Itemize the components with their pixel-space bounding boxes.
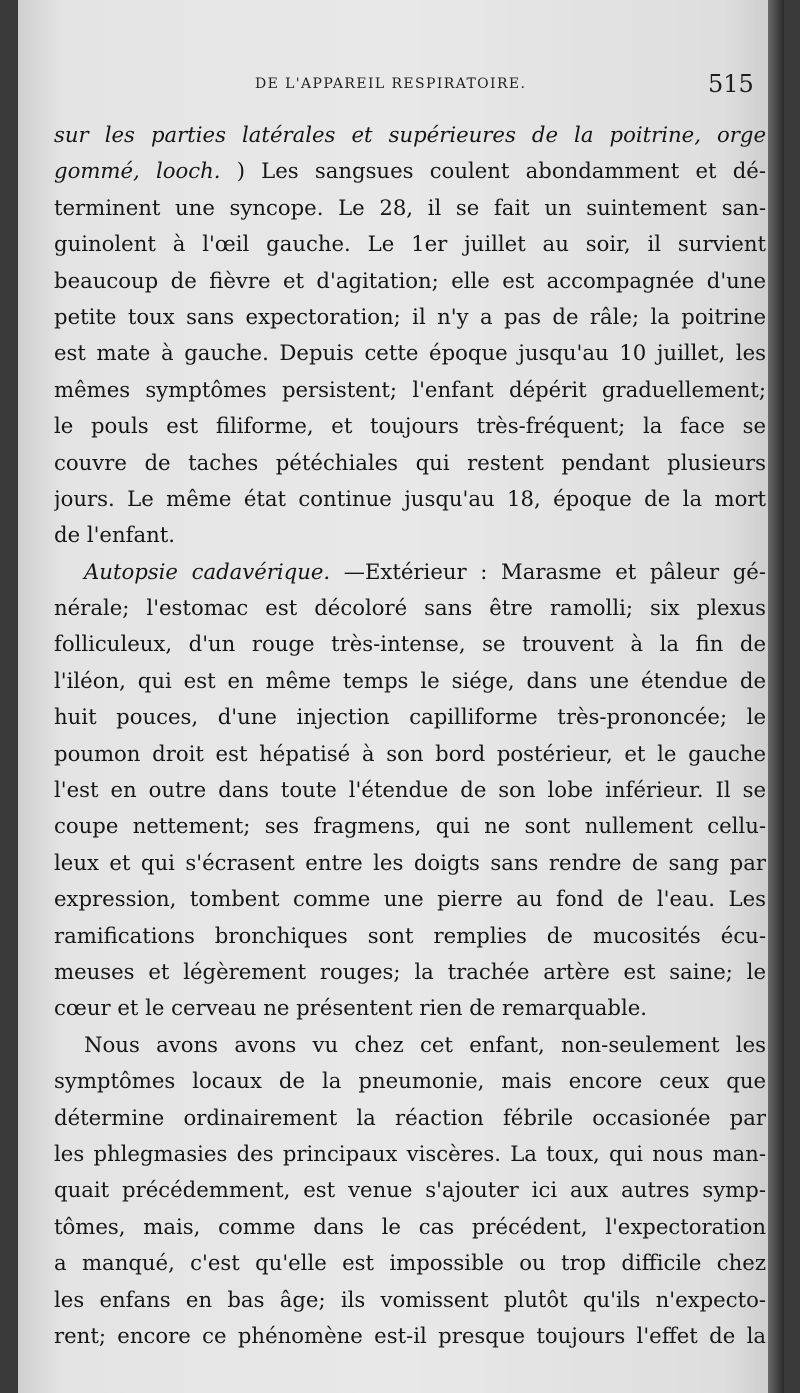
italic-text: Autopsie cadavérique. — [84, 558, 331, 584]
text-segment: l'iléon, qui est en même temps le siége, dans une étendue de — [54, 667, 766, 693]
page-edge-shadow — [768, 0, 784, 1393]
text-segment: l'est en outre dans toute l'étendue de son lobe inférieur. Il se — [54, 777, 766, 803]
text-segment: les phlegmasies des principaux viscères. La toux, qui nous man- — [54, 1140, 766, 1166]
italic-text: gommé, looch. — [54, 158, 221, 184]
text-line — [54, 445, 766, 481]
text-segment: jours. Le même état continue jusqu'au 18, époque de la mort — [54, 485, 766, 511]
text-line — [54, 918, 766, 954]
text-segment: détermine ordinairement la réaction fébrile occasionée par — [54, 1104, 766, 1130]
text-line — [54, 663, 766, 699]
text-segment: poumon droit est hépatisé à son bord postérieur, et le gauche — [54, 740, 766, 766]
text-segment: petite toux sans expectoration; il n'y a pas de râle; la poitrine — [54, 303, 766, 329]
text-segment: tômes, mais, comme dans le cas précédent, l'expectoration — [54, 1213, 766, 1239]
text-line — [54, 590, 766, 626]
text-line — [54, 335, 766, 371]
text-segment: meuses et légèrement rouges; la trachée artère est saine; le — [54, 958, 766, 984]
text-line — [54, 1100, 766, 1136]
text-line — [54, 481, 766, 517]
text-line — [54, 1063, 766, 1099]
running-head — [18, 70, 784, 100]
page-number: 515 — [708, 70, 754, 98]
text-segment: —Extérieur : Marasme et pâleur gé- — [330, 558, 766, 584]
text-line — [54, 226, 766, 262]
text-line — [54, 736, 766, 772]
text-segment: ) Les sangsues coulent abondamment et dé- — [220, 158, 766, 184]
text-line — [54, 1318, 766, 1354]
text-segment: expression, tombent comme une pierre au fond de l'eau. Les — [54, 886, 766, 912]
text-segment: ramifications bronchiques sont remplies de mucosités écu- — [54, 922, 766, 948]
text-line — [54, 372, 766, 408]
text-line — [54, 845, 766, 881]
text-line — [54, 1027, 766, 1063]
text-segment: a manqué, c'est qu'elle est impossible ou trop difficile chez — [54, 1250, 766, 1276]
text-segment: est mate à gauche. Depuis cette époque jusqu'au 10 juillet, les — [54, 340, 766, 366]
text-line — [54, 881, 766, 917]
text-line — [54, 1245, 766, 1281]
text-segment: beaucoup de fièvre et d'agitation; elle est accompagnée d'une — [54, 267, 766, 293]
text-segment: terminent une syncope. Le 28, il se fait un suintement san- — [54, 194, 766, 220]
text-line — [54, 554, 766, 590]
text-line — [54, 772, 766, 808]
text-segment: le pouls est filiforme, et toujours très-fréquent; la face se — [54, 413, 766, 439]
text-segment: symptômes locaux de la pneumonie, mais encore ceux que — [54, 1068, 766, 1094]
text-segment: rent; encore ce phénomène est-il presque toujours l'effet de la — [54, 1322, 766, 1348]
italic-text: sur les parties latérales et supérieures de la poitrine, orge — [54, 122, 766, 147]
text-segment: leux et qui s'écrasent entre les doigts sans rendre de sang par — [54, 849, 766, 875]
text-segment: nérale; l'estomac est décoloré sans être ramolli; six plexus — [54, 595, 766, 621]
text-line — [54, 954, 766, 990]
text-segment: folliculeux, d'un rouge très-intense, se trouvent à la fin de — [54, 631, 766, 657]
text-line — [54, 1136, 766, 1172]
text-segment: les enfans en bas âge; ils vomissent plutôt qu'ils n'expecto- — [54, 1286, 766, 1312]
text-segment: mêmes symptômes persistent; l'enfant dépérit graduellement; — [54, 376, 766, 402]
text-line — [54, 117, 766, 153]
text-line — [54, 626, 766, 662]
text-line — [54, 153, 766, 189]
text-line — [54, 190, 766, 226]
text-segment: couvre de taches pétéchiales qui restent pendant plusieurs — [54, 449, 766, 475]
text-line — [54, 1209, 766, 1245]
text-line — [54, 808, 766, 844]
text-line — [54, 263, 766, 299]
running-title: DE L'APPAREIL RESPIRATOIRE. — [255, 76, 527, 92]
text-line — [54, 1172, 766, 1208]
text-line — [54, 299, 766, 335]
text-line — [54, 1282, 766, 1318]
text-segment: huit pouces, d'une injection capilliforme très-prononcée; le — [54, 704, 766, 730]
text-segment: coupe nettement; ses fragmens, qui ne sont nullement cellu- — [54, 813, 766, 839]
text-segment: guinolent à l'œil gauche. Le 1er juillet au soir, il survient — [54, 231, 766, 257]
book-page — [18, 0, 784, 1393]
text-line — [54, 517, 766, 553]
text-line — [54, 990, 766, 1026]
text-segment: Nous avons avons vu chez cet enfant, non-seulement les — [84, 1031, 766, 1057]
text-segment: quait précédemment, est venue s'ajouter ici aux autres symp- — [54, 1177, 766, 1203]
text-line — [54, 408, 766, 444]
text-segment: de l'enfant. — [54, 522, 175, 548]
text-segment: cœur et le cerveau ne présentent rien de remarquable. — [54, 995, 648, 1021]
text-line — [54, 699, 766, 735]
body-text — [54, 117, 766, 1354]
